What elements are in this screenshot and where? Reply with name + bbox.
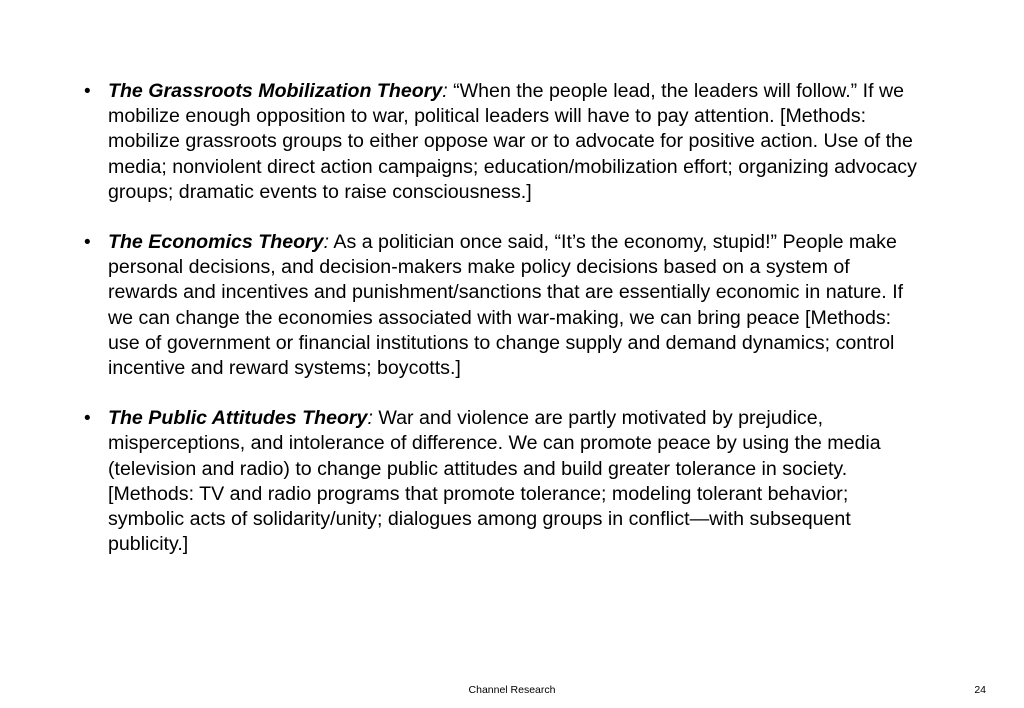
theory-term: The Economics Theory: [108, 231, 324, 254]
term-colon: :: [323, 231, 330, 254]
bullet-item-economics: [84, 230, 924, 381]
theory-description: As a politician once said, “It’s the economy, stupid!” People make personal decisions, and decision-makers make policy decisions based on a system of rewards and incentives and punishment/sanctions that are essentially economic in nature. If we can change the economies associated with war-making, we can bring peace [Methods: use of government or financial institutions to change supply and demand dynamics; control incentive and reward systems; boycotts.]: [108, 231, 904, 380]
bullet-item-public-attitudes: [84, 406, 924, 557]
bullet-icon: •: [84, 81, 91, 102]
bullet-item-grassroots: [84, 79, 924, 205]
footer-text: Channel Research: [468, 684, 556, 696]
theory-description: War and violence are partly motivated by prejudice, misperceptions, and intolerance of difference. We can promote peace by using the media (television and radio) to change public attitudes and build greater tolerance in society. [Methods: TV and radio programs that promote tolerance; modeling tolerant behavior; symbolic acts of solidarity/unity; dialogues among groups in conflict—with subsequent publicity.]: [108, 407, 881, 556]
page-number: 24: [974, 684, 986, 696]
theory-bullet-list: [84, 79, 924, 582]
term-colon: :: [442, 80, 448, 102]
theory-term: The Public Attitudes Theory: [108, 407, 368, 430]
theory-term: The Grassroots Mobilization Theory: [108, 80, 443, 102]
term-colon: :: [367, 407, 373, 430]
theory-description: “When the people lead, the leaders will follow.” If we mobilize enough opposition to war, political leaders will have to pay attention. [Methods: mobilize grassroots groups to either oppose war or to advocate for positive action. Use of the media; nonviolent direct action campaigns; education/mobilization effort; organizing advocacy groups; dramatic events to raise consciousness.]: [108, 80, 917, 203]
bullet-icon: •: [84, 408, 91, 430]
bullet-icon: •: [84, 232, 91, 254]
